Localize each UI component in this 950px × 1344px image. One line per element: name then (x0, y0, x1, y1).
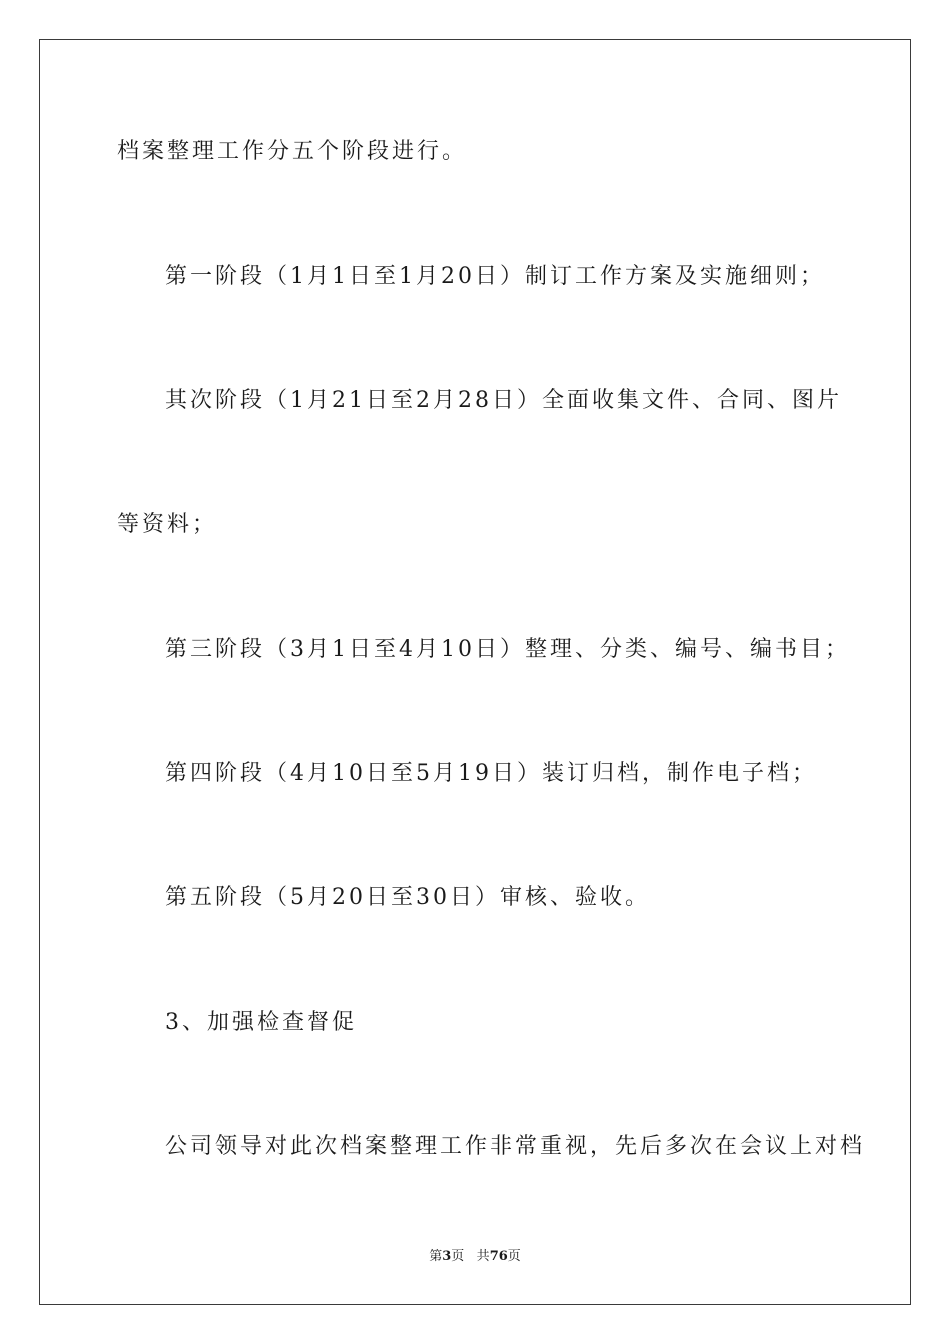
footer-page-prefix: 第 (429, 1249, 443, 1264)
paragraph-stage-2-continued: 等资料； (117, 512, 218, 537)
paragraph-stage-1: 第一阶段（1月1日至1月20日）制订工作方案及实施细则； (165, 264, 825, 289)
page-footer (0, 1248, 950, 1266)
paragraph-intro: 档案整理工作分五个阶段进行。 (117, 139, 468, 164)
paragraph-stage-2: 其次阶段（1月21日至2月28日）全面收集文件、合同、图片 (165, 388, 842, 413)
paragraph-stage-5: 第五阶段（5月20日至30日）审核、验收。 (165, 885, 650, 910)
footer-page-number: 3 (442, 1249, 452, 1264)
paragraph-leadership: 公司领导对此次档案整理工作非常重视，先后多次在会议上对档 (165, 1134, 866, 1159)
paragraph-stage-4: 第四阶段（4月10日至5月19日）装订归档，制作电子档； (165, 761, 817, 786)
footer-total-prefix: 共 (476, 1249, 490, 1264)
section-heading: 3、加强检查督促 (165, 1010, 357, 1035)
footer-total-suffix: 页 (507, 1249, 521, 1264)
page-border (39, 39, 911, 1305)
footer-page-suffix: 页 (451, 1249, 465, 1264)
paragraph-stage-3: 第三阶段（3月1日至4月10日）整理、分类、编号、编书目； (165, 637, 850, 662)
footer-total-pages: 76 (489, 1249, 508, 1264)
